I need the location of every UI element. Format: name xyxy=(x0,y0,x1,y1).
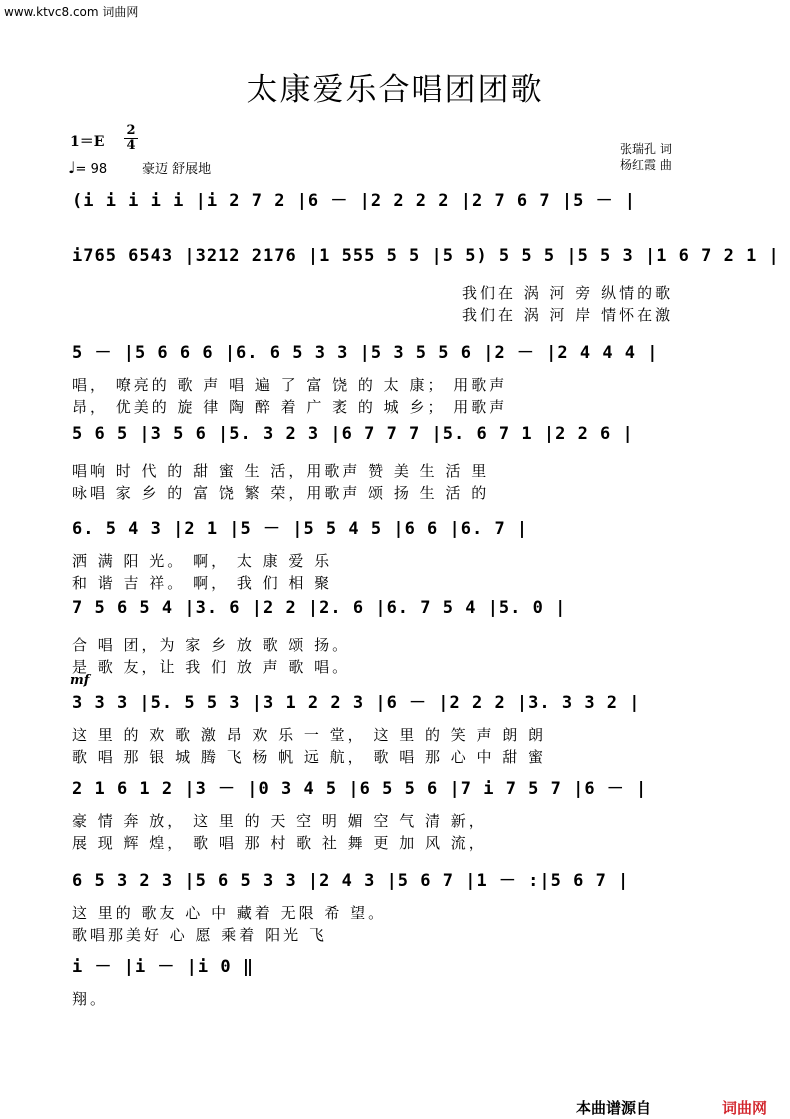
staff-line: 5 － |5 6 6 6 |6. 6 5 3 3 |5 3 5 5 6 |2 － |2 4 4 4 | xyxy=(72,343,659,363)
lyric-line: 这 里的 歌友 心 中 藏着 无限 希 望。 xyxy=(72,904,387,922)
lyric-line: 是 歌 友，让 我 们 放 声 歌 唱。 xyxy=(72,658,351,676)
tempo-marking: ♩= 98 xyxy=(68,158,108,177)
staff-line: i765 6543 |3212 2176 |1 555 5 5 |5 5) 5 5 5 |5 5 3 |1 6 7 2 1 | xyxy=(72,246,780,266)
page-title: 太康爱乐合唱团团歌 xyxy=(246,72,544,108)
lyric-line: 洒 满 阳 光。 啊， 太 康 爱 乐 xyxy=(72,552,333,570)
lyric-line: 歌唱那美好 心 愿 乘着 阳光 飞 xyxy=(72,926,327,944)
footer-logo[interactable]: 词曲网 xyxy=(722,1099,768,1117)
composer-credit: 杨红霞 曲 xyxy=(620,158,672,172)
key-signature: 1＝E xyxy=(70,134,105,150)
staff-line: 6. 5 4 3 |2 1 |5 － |5 5 4 5 |6 6 |6. 7 | xyxy=(72,519,529,539)
lyric-line: 咏唱 家 乡 的 富 饶 繁 荣，用歌声 颂 扬 生 活 的 xyxy=(72,484,490,502)
lyric-line: 这 里 的 欢 歌 激 昂 欢 乐 一 堂， 这 里 的 笑 声 朗 朗 xyxy=(72,726,547,744)
lyricist-credit: 张瑞孔 词 xyxy=(620,142,672,156)
staff-line: 5 6 5 |3 5 6 |5. 3 2 3 |6 7 7 7 |5. 6 7 1 |2 2 6 | xyxy=(72,424,634,444)
dynamic-marking: mf xyxy=(70,673,90,688)
lyric-line: 合 唱 团，为 家 乡 放 歌 颂 扬。 xyxy=(72,636,351,654)
lyric-line: 我们在 涡 河 岸 情怀在激 xyxy=(462,306,674,324)
lyric-line: 豪 情 奔 放， 这 里 的 天 空 明 媚 空 气 清 新， xyxy=(72,812,487,830)
lyric-line: 昂， 优美的 旋 律 陶 醉 着 广 袤 的 城 乡； 用歌声 xyxy=(72,398,508,416)
lyric-line: 展 现 辉 煌， 歌 唱 那 村 歌 社 舞 更 加 风 流， xyxy=(72,834,487,852)
expression-marking: 豪迈 舒展地 xyxy=(142,162,212,177)
time-signature: 2 4 xyxy=(124,124,138,153)
staff-line: 2 1 6 1 2 |3 － |0 3 4 5 |6 5 5 6 |7 i 7 5 7 |6 － | xyxy=(72,779,648,799)
staff-line: 3 3 3 |5. 5 5 3 |3 1 2 2 3 |6 － |2 2 2 |3. 3 3 2 | xyxy=(72,693,641,713)
footer-source: 本曲谱源自 xyxy=(576,1099,652,1117)
lyric-line: 和 谐 吉 祥。 啊， 我 们 相 聚 xyxy=(72,574,333,592)
lyric-line: 唱， 嘹亮的 歌 声 唱 遍 了 富 饶 的 太 康； 用歌声 xyxy=(72,376,508,394)
lyric-line: 翔。 xyxy=(72,990,109,1008)
staff-line: (i i i i i |i 2 7 2 |6 － |2 2 2 2 |2 7 6 7 |5 － | xyxy=(72,191,637,211)
staff-line: i － |i － |i 0 ‖ xyxy=(72,957,255,977)
staff-line: 6 5 3 2 3 |5 6 5 3 3 |2 4 3 |5 6 7 |1 － :|5 6 7 | xyxy=(72,871,630,891)
staff-line: 7 5 6 5 4 |3. 6 |2 2 |2. 6 |6. 7 5 4 |5. 0 | xyxy=(72,598,567,618)
quarter-note-icon: ♩ xyxy=(68,158,76,177)
lyric-line: 歌 唱 那 银 城 腾 飞 杨 帆 远 航， 歌 唱 那 心 中 甜 蜜 xyxy=(72,748,547,766)
lyric-line: 我们在 涡 河 旁 纵情的歌 xyxy=(462,284,674,302)
lyric-line: 唱响 时 代 的 甜 蜜 生 活，用歌声 赞 美 生 活 里 xyxy=(72,462,490,480)
site-url[interactable]: www.ktvc8.com 词曲网 xyxy=(4,5,139,19)
